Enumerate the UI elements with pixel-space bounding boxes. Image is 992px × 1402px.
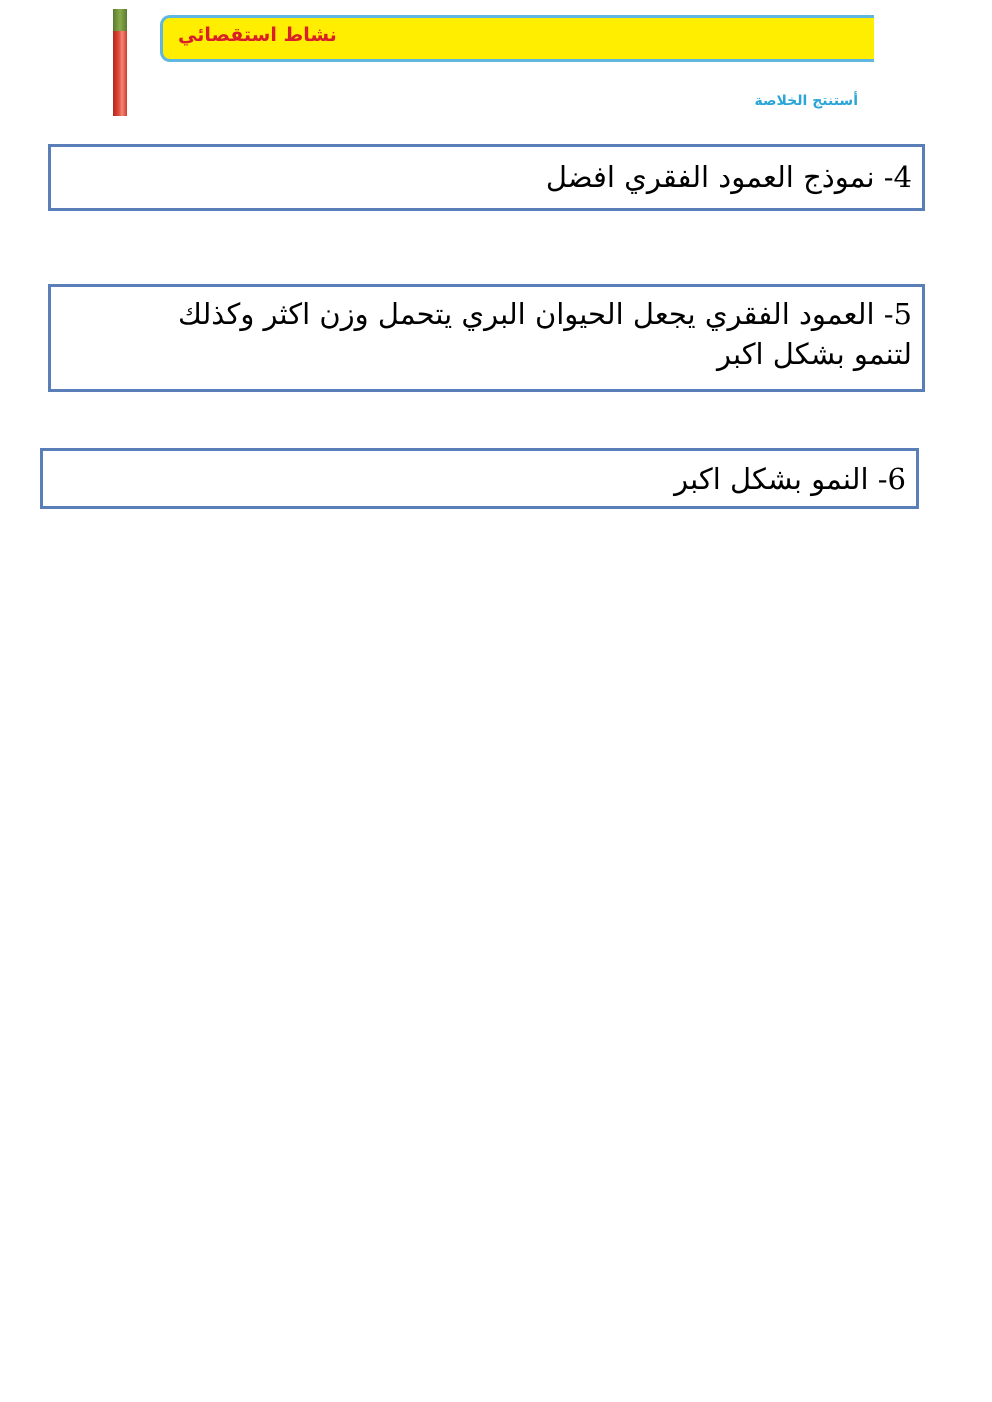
answer-text-4: 4- نموذج العمود الفقري افضل [545, 160, 912, 194]
decorative-bar-cap [113, 9, 127, 31]
answer-box-4 [48, 144, 925, 211]
banner-title: نشاط استقصائي [178, 24, 337, 46]
answer-box-5 [48, 284, 925, 392]
answer-text-5: 5- العمود الفقري يجعل الحيوان البري يتحمل وزن اكثر وكذلك لتنمو بشكل اكبر [178, 297, 912, 371]
answer-box-6 [40, 448, 919, 509]
conclusion-heading: أستنتج الخلاصة [754, 93, 858, 109]
answer-text-6: 6- النمو بشكل اكبر [674, 462, 906, 496]
